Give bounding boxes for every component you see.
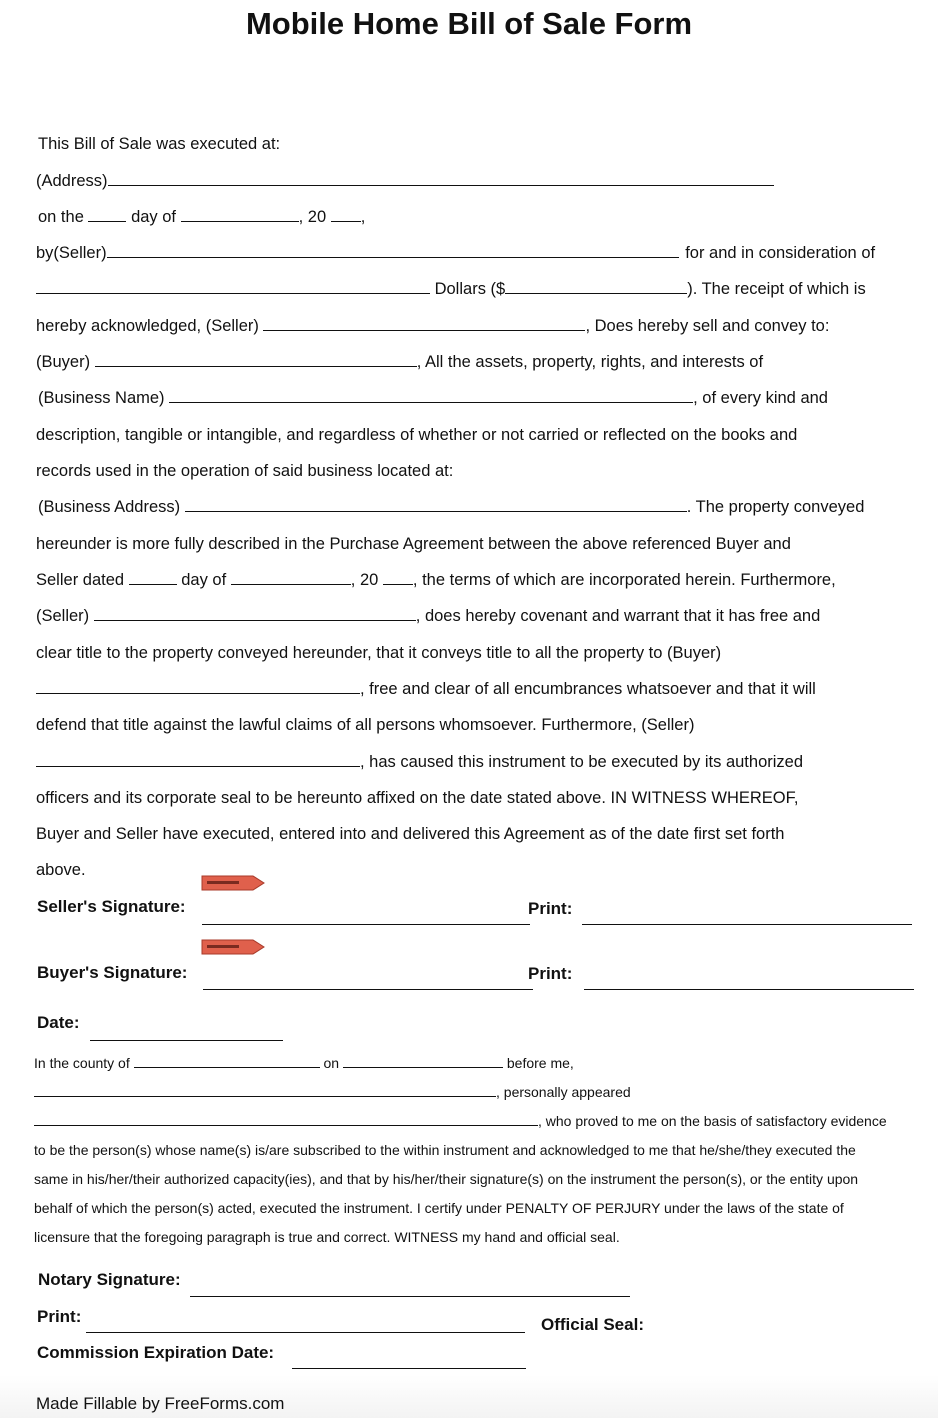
every-kind-label: , of every kind and [693,389,828,407]
seller-line [36,243,875,263]
seller-name-field[interactable] [107,243,679,258]
dated-month-field[interactable] [231,570,351,585]
buyer-label: (Buyer) [36,353,91,371]
notary-text-4: licensure that the foregoing paragraph is true and correct. WITNESS my hand and official seal. [34,1229,620,1245]
county-field[interactable] [134,1056,320,1068]
amount-field[interactable] [505,279,687,294]
covenant-seller-field[interactable] [94,606,416,621]
page-title: Mobile Home Bill of Sale Form [245,6,693,41]
encumbrances-label: , free and clear of all encumbrances whatsoever and that it will [360,680,816,698]
notary-county-line [34,1054,574,1072]
buyer-print-label: Print: [528,964,573,983]
date-field[interactable] [90,1040,283,1041]
on-the-label: on the [38,208,84,226]
day-field[interactable] [88,207,126,222]
dated-year-prefix-label: , 20 [350,571,379,589]
buyer-print-field[interactable] [584,989,914,990]
business-address-label: (Business Address) [38,498,181,516]
buyer-name-field[interactable] [95,352,417,367]
title-buyer-field[interactable] [36,679,360,694]
by-seller-label: by(Seller) [36,244,107,262]
seller-signature-field[interactable] [202,924,530,925]
seller-name-field-2[interactable] [263,316,585,331]
terms-label: , the terms of which are incorporated herein. Furthermore, [412,571,836,589]
notary-text-3: behalf of which the person(s) acted, executed the instrument. I certify under PENALTY OF PERJURY under the laws of the state of [34,1200,844,1216]
sell-convey-label: , Does hereby sell and convey to: [585,317,830,335]
records-line: records used in the operation of said business located at: [36,462,454,480]
sign-here-flag-icon [201,875,265,891]
witness-line: Buyer and Seller have executed, entered into and delivered this Agreement as of the date first set forth [36,825,785,843]
address-line [36,171,774,191]
date-label: Date: [37,1013,80,1032]
executed-at-line: This Bill of Sale was executed at: [38,135,281,153]
acknowledged-line [36,316,829,336]
business-address-field[interactable] [185,497,687,512]
amount-words-field[interactable] [36,279,430,294]
address-label: (Address) [36,172,108,190]
notary-person-line [34,1112,887,1130]
dated-day-of-label: day of [181,571,227,589]
commission-expiration-label: Commission Expiration Date: [37,1343,275,1362]
notary-officer-field[interactable] [34,1085,496,1097]
day-of-label: day of [131,208,177,226]
seller-print-label: Print: [528,899,573,918]
covenant-label: , does hereby covenant and warrant that it has free and [415,607,821,625]
purchase-agreement-line: hereunder is more fully described in the Purchase Agreement between the above referenced Buyer and [36,535,791,553]
business-name-line [38,388,828,408]
business-name-label: (Business Name) [38,389,165,407]
seller-signature-label: Seller's Signature: [37,897,186,916]
notary-signature-field[interactable] [190,1296,630,1297]
acknowledged-label: hereby acknowledged, (Seller) [36,317,259,335]
property-conveyed-label: . The property conveyed [686,498,865,516]
county-label: In the county of [34,1055,130,1071]
year-field[interactable] [331,207,361,222]
receipt-label: ). The receipt of which is [687,280,866,298]
sign-here-flag-icon [201,939,265,955]
business-address-line [38,497,864,517]
commission-expiration-field[interactable] [292,1368,526,1369]
instrument-label: , has caused this instrument to be executed by its authorized [360,753,804,771]
assets-label: , All the assets, property, rights, and interests of [416,353,764,371]
notary-text-2: same in his/her/their authorized capacity(ies), and that by his/her/their signature(s) on the instrument the person(s), or the entity upon [34,1171,859,1187]
instrument-seller-field[interactable] [36,752,360,767]
satisfactory-evidence-label: , who proved to me on the basis of satisfactory evidence [538,1113,887,1129]
seal-line: officers and its corporate seal to be hereunto affixed on the date stated above. IN WITNESS WHEREOF, [36,789,799,807]
consideration-label: for and in consideration of [685,244,876,262]
official-seal-label: Official Seal: [541,1315,644,1334]
address-field[interactable] [108,171,774,186]
appeared-person-field[interactable] [34,1114,538,1126]
buyer-signature-label: Buyer's Signature: [37,963,188,982]
footer-credit: Made Fillable by FreeForms.com [36,1394,285,1413]
month-field[interactable] [181,207,299,222]
year-prefix-label: , 20 [298,208,327,226]
dollars-label: Dollars ($ [434,280,506,298]
personally-appeared-label: , personally appeared [496,1084,631,1100]
seller-dated-line [36,570,836,590]
dated-day-field[interactable] [129,570,177,585]
buyer-signature-field[interactable] [203,989,533,990]
defend-title-line: defend that title against the lawful claims of all persons whomsoever. Furthermore, (Seller) [36,716,695,734]
notary-print-field[interactable] [86,1332,525,1333]
notary-text-1: to be the person(s) whose name(s) is/are subscribed to the within instrument and acknowledged to me that he/she/they executed the [34,1142,856,1158]
amount-line [36,279,866,299]
business-name-field[interactable] [169,388,693,403]
instrument-line [36,752,803,772]
description-line: description, tangible or intangible, and regardless of whether or not carried or reflected on the books and [36,426,798,444]
notary-date-field[interactable] [343,1056,503,1068]
dated-year-field[interactable] [383,570,413,585]
notary-print-label: Print: [37,1307,82,1326]
seller-print-field[interactable] [582,924,912,925]
covenant-line [36,606,820,626]
date-line [38,207,365,227]
comma-label: , [360,208,366,226]
seller-dated-label: Seller dated [36,571,125,589]
notary-signature-label: Notary Signature: [38,1270,181,1289]
clear-title-line: clear title to the property conveyed hereunder, that it conveys title to all the property to (Buyer) [36,644,722,662]
encumbrances-line [36,679,816,699]
buyer-line [36,352,763,372]
on-label: on [323,1055,340,1071]
covenant-seller-label: (Seller) [36,607,90,625]
before-me-label: before me, [506,1055,574,1071]
above-line: above. [36,861,86,879]
notary-officer-line [34,1083,631,1101]
